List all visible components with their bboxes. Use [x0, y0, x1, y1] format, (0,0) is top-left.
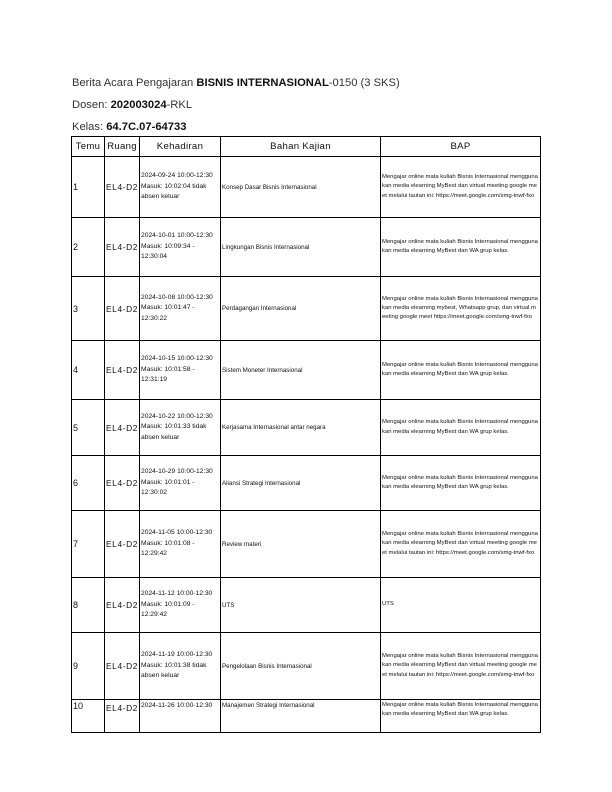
cell-temu: 4	[72, 341, 105, 400]
cell-bap: Mengajar online mata kuliah Bisnis Internasional menggunakan media elearning MyBest dan WA grup kelas.	[381, 400, 541, 456]
cell-bap: Mengajar online mata kuliah Bisnis Internasional menggunakan media elearning MyBest dan virtual meeting google meet melalui tautan ini: https://meet.google.com/smg-tnwf-fxo	[381, 157, 541, 218]
kehadiran-masuk: Masuk: 10:09:34 - 12:30:04	[141, 242, 195, 261]
dosen-id: 202003024	[110, 99, 167, 111]
title-prefix: Berita Acara Pengajaran	[72, 77, 197, 89]
cell-ruang: EL4-D2	[105, 218, 140, 277]
col-header-temu: Temu	[72, 137, 105, 157]
cell-ruang: EL4-D2	[105, 511, 140, 578]
dosen-suffix: -RKL	[166, 99, 193, 111]
kehadiran-schedule: 2024-10-22 10:00-12:30	[141, 412, 213, 420]
document-header	[72, 74, 400, 140]
kehadiran-schedule: 2024-11-19 10:00-12:30	[141, 651, 213, 659]
table-row	[72, 511, 541, 578]
kelas-label: Kelas:	[72, 121, 107, 133]
cell-bap: Mengajar online mata kuliah Bisnis Internasional menggunakan media elearning mybest, Whatsapp grup, dan virtual meeting google meet https://meet.google.com/smg-tnwf-fxo	[381, 277, 541, 341]
course-name: BISNIS INTERNASIONAL	[196, 77, 329, 89]
cell-ruang: EL4-D2	[105, 341, 140, 400]
cell-bahan-kajian: Konsep Dasar Bisnis Internasional	[221, 157, 381, 218]
cell-ruang: EL4-D2	[105, 456, 140, 511]
cell-temu: 6	[72, 456, 105, 511]
table-row	[72, 218, 541, 277]
table-row	[72, 633, 541, 700]
table-row	[72, 277, 541, 341]
cell-bap: Mengajar online mata kuliah Bisnis Internasional menggunakan media elearning MyBest dan WA grup kelas.	[381, 218, 541, 277]
cell-bap: UTS	[381, 578, 541, 633]
cell-kehadiran	[140, 218, 221, 277]
kehadiran-masuk: Masuk: 10:01:33 tidak absen keluar	[141, 423, 207, 441]
cell-ruang: EL4-D2	[105, 633, 140, 700]
table-row	[72, 456, 541, 511]
kehadiran-masuk: Masuk: 10:01:38 tidak absen keluar	[141, 661, 207, 680]
cell-temu: 5	[72, 400, 105, 456]
col-header-bap: BAP	[381, 137, 541, 157]
kehadiran-schedule: 2024-10-01 10:00-12:30	[141, 232, 213, 240]
cell-temu: 3	[72, 277, 105, 341]
cell-bap: Mengajar online mata kuliah Bisnis Internasional menggunakan media elearning MyBest dan WA grup kelas.	[381, 341, 541, 400]
cell-bap: Mengajar online mata kuliah Bisnis Internasional menggunakan media elearning MyBest dan WA grup kelas.	[381, 700, 541, 733]
table-row	[72, 400, 541, 456]
kehadiran-masuk: Masuk: 10:01:08 - 12:29:42	[141, 539, 195, 558]
cell-bahan-kajian: Review materi	[221, 511, 381, 578]
kehadiran-schedule: 2024-10-08 10:00-12:30	[141, 293, 213, 301]
cell-bahan-kajian: Kerjasama Internasional antar negara	[221, 400, 381, 456]
cell-kehadiran	[140, 633, 221, 700]
kehadiran-masuk: Masuk: 10:02:04 tidak absen keluar	[141, 182, 207, 201]
kehadiran-schedule: 2024-10-15 10:00-12:30	[141, 355, 213, 363]
cell-temu: 7	[72, 511, 105, 578]
cell-kehadiran	[140, 400, 221, 456]
kehadiran-schedule: 2024-10-29 10:00-12:30	[141, 468, 213, 476]
cell-ruang: EL4-D2	[105, 578, 140, 633]
table-row	[72, 341, 541, 400]
cell-ruang: EL4-D2	[105, 157, 140, 218]
course-suffix: -0150 (3 SKS)	[328, 77, 400, 89]
cell-bahan-kajian: Sistem Moneter Internasional	[221, 341, 381, 400]
cell-bahan-kajian: Lingkungan Bisnis Internasional	[221, 218, 381, 277]
cell-kehadiran	[140, 157, 221, 218]
cell-temu: 8	[72, 578, 105, 633]
cell-bahan-kajian: Aliansi Strategi Internasional	[221, 456, 381, 511]
cell-bahan-kajian: Manajemen Strategi Internasional	[221, 700, 381, 733]
cell-ruang: EL4-D2	[105, 700, 140, 733]
cell-kehadiran	[140, 277, 221, 341]
cell-ruang: EL4-D2	[105, 400, 140, 456]
kelas-value: 64.7C.07-64733	[106, 121, 187, 133]
cell-bap: Mengajar online mata kuliah Bisnis Internasional menggunakan media elearning MyBest dan virtual meeting google meet melalui tautan ini: https://meet.google.com/smg-tnwf-fxo	[381, 511, 541, 578]
cell-kehadiran	[140, 511, 221, 578]
table-row	[72, 157, 541, 218]
cell-bap: Mengajar online mata kuliah Bisnis Internasional menggunakan media elearning MyBest dan virtual meeting google meet melalui tautan ini: https://meet.google.com/smg-tnwf-fxo	[381, 633, 541, 700]
col-header-bahan-kajian: Bahan Kajian	[221, 137, 381, 157]
kehadiran-masuk: Masuk: 10:01:58 - 12:31:19	[141, 365, 195, 384]
cell-bahan-kajian: UTS	[221, 578, 381, 633]
title-line	[72, 74, 400, 96]
kehadiran-schedule: 2024-11-12 10:00-12:30	[141, 590, 213, 598]
cell-bap: Mengajar online mata kuliah Bisnis Internasional menggunakan media elearning MyBest dan WA grup kelas.	[381, 456, 541, 511]
kehadiran-schedule: 2024-09-24 10:00-12:30	[141, 172, 213, 180]
cell-temu: 1	[72, 157, 105, 218]
cell-ruang: EL4-D2	[105, 277, 140, 341]
cell-bahan-kajian: Pengelolaan Bisnis Internasional	[221, 633, 381, 700]
kehadiran-schedule: 2024-11-05 10:00-12:30	[141, 529, 213, 537]
cell-temu: 2	[72, 218, 105, 277]
cell-temu: 9	[72, 633, 105, 700]
kehadiran-masuk: Masuk: 10:01:47 - 12:30:22	[141, 304, 195, 322]
bap-table	[71, 136, 541, 733]
table-row	[72, 700, 541, 733]
kehadiran-schedule: 2024-11-26 10:00-12:30	[141, 702, 213, 709]
cell-kehadiran	[140, 341, 221, 400]
table-row	[72, 578, 541, 633]
cell-temu: 10	[72, 700, 105, 733]
dosen-label: Dosen:	[72, 99, 111, 111]
table-header-row	[72, 137, 541, 157]
kehadiran-masuk: Masuk: 10:01:01 - 12:30:02	[141, 478, 195, 497]
cell-kehadiran	[140, 456, 221, 511]
col-header-ruang: Ruang	[105, 137, 140, 157]
cell-bahan-kajian: Perdagangan Internasional	[221, 277, 381, 341]
kehadiran-masuk: Masuk: 10:01:09 - 12:29:42	[141, 600, 195, 619]
dosen-line	[72, 96, 400, 118]
cell-kehadiran	[140, 700, 221, 733]
cell-kehadiran	[140, 578, 221, 633]
col-header-kehadiran: Kehadiran	[140, 137, 221, 157]
